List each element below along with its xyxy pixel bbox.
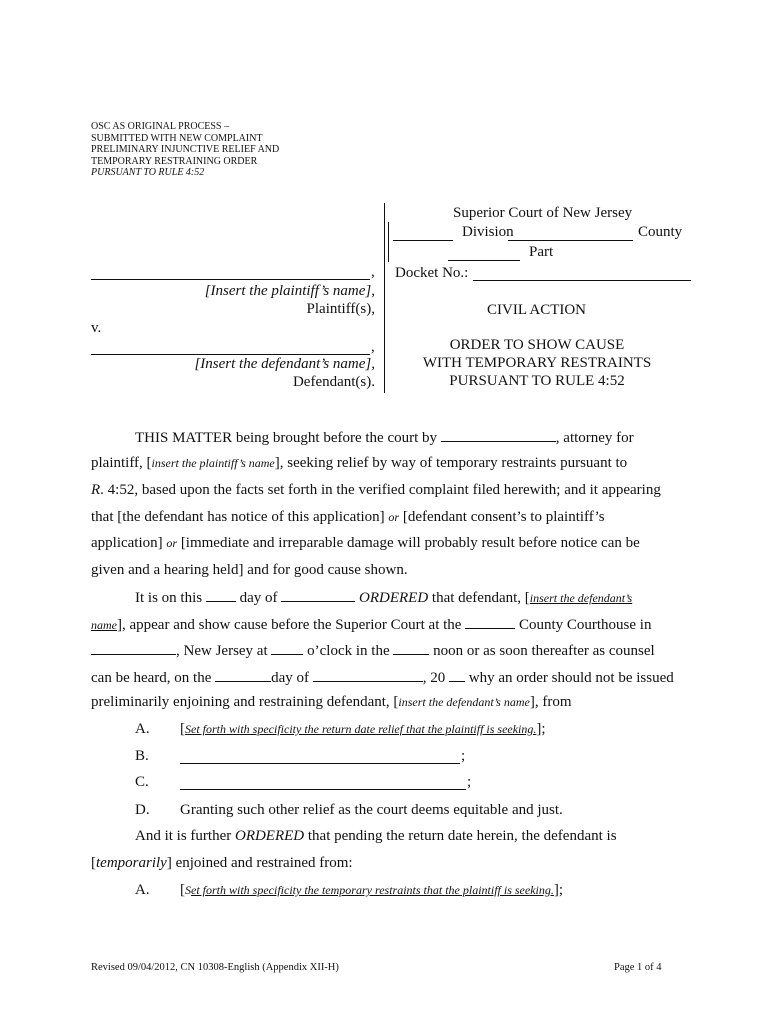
- defendant-name-placeholder: insert the defendant’s: [529, 591, 633, 605]
- court-name: Superior Court of New Jersey: [453, 205, 633, 221]
- text: County Courthouse in: [518, 617, 652, 633]
- text: [: [180, 882, 185, 898]
- text: [immediate and irreparable damage will probably result before notice can be: [180, 535, 640, 551]
- plaintiff-name-line: [91, 279, 370, 280]
- order-title-2: WITH TEMPORARY RESTRAINTS: [422, 355, 652, 371]
- item-c-semicolon: ;: [467, 774, 472, 790]
- text: ORDERED: [234, 828, 305, 844]
- paragraph-2-line: [91, 641, 655, 660]
- item-a-label: A.: [135, 721, 150, 737]
- item-a: [180, 721, 546, 738]
- return-day-blank: [215, 668, 271, 682]
- text: temporarily: [96, 855, 167, 871]
- item-b-blank: [180, 763, 460, 764]
- text: or: [388, 510, 400, 524]
- text: ];: [553, 882, 564, 898]
- order-title-1: ORDER TO SHOW CAUSE: [449, 337, 625, 353]
- defendant-placeholder: [Insert the defendant’s name],: [194, 356, 375, 372]
- paragraph-1-line: [91, 509, 605, 526]
- text: application]: [91, 535, 163, 551]
- part-blank: [448, 260, 520, 261]
- division-blank: [393, 240, 453, 241]
- plaintiff-label: Plaintiff(s),: [306, 301, 375, 317]
- defendant-label: Defendant(s).: [292, 374, 375, 390]
- paragraph-1-line: [91, 455, 627, 472]
- defendant-name-placeholder: insert the defendant’s name: [398, 695, 530, 709]
- county-blank: [508, 240, 633, 241]
- text: ], from: [529, 694, 572, 710]
- header-line: SUBMITTED WITH NEW COMPLAINT: [91, 132, 263, 144]
- division-label: Division: [462, 224, 514, 240]
- year-blank: [449, 668, 465, 682]
- text: [: [180, 721, 185, 737]
- text: R: [91, 482, 101, 498]
- text: S: [185, 883, 191, 897]
- city-blank: [91, 641, 176, 655]
- footer-page-number: Page 1 of 4: [614, 962, 662, 973]
- item-c-blank: [180, 789, 466, 790]
- temporary-restraints-placeholder: et forth with specificity the temporary restraints that the plaintiff is seeking.: [191, 883, 554, 897]
- paragraph-2-line: [91, 668, 674, 687]
- text: ];: [536, 721, 546, 737]
- text: day of: [271, 670, 310, 686]
- text: , 20: [422, 670, 446, 686]
- versus: v.: [91, 320, 102, 336]
- text: . 4:52, based upon the facts set forth in the verified complaint filed herewith; and it appearing: [100, 482, 661, 498]
- item-b-label: B.: [135, 748, 149, 764]
- ante-post-blank: [393, 641, 429, 655]
- paragraph-1-line: [91, 535, 640, 552]
- text: o’clock in the: [307, 643, 390, 659]
- paragraph-3-line: [91, 855, 353, 872]
- header-line: OSC AS ORIGINAL PROCESS –: [91, 121, 229, 132]
- docket-blank: [473, 280, 691, 281]
- docket-label: Docket No.:: [395, 265, 469, 281]
- text: that pending the return date herein, the defendant is: [307, 828, 617, 844]
- text: or: [166, 536, 178, 550]
- item-d-label: D.: [135, 802, 150, 818]
- return-month-blank: [313, 668, 423, 682]
- month-blank: [281, 588, 355, 602]
- paragraph-1-line: [91, 482, 661, 499]
- paragraph-1-line: given and a hearing held] and for good cause shown.: [91, 562, 408, 578]
- part-label: Part: [529, 244, 554, 260]
- paragraph-1-line: [135, 428, 634, 447]
- text: noon or as soon thereafter as counsel: [433, 643, 655, 659]
- paragraph-2-line: [91, 615, 651, 634]
- caption-comma: ,: [371, 264, 375, 280]
- order-title-3: PURSUANT TO RULE 4:52: [449, 373, 625, 389]
- county-label: County: [638, 224, 683, 240]
- text: , attorney for: [555, 430, 634, 446]
- text: that [the defendant has notice of this application]: [91, 509, 385, 525]
- attorney-blank: [441, 428, 556, 442]
- paragraph-2-line: [135, 588, 632, 607]
- civil-action: CIVIL ACTION: [487, 302, 587, 318]
- text: ], seeking relief by way of temporary restraints pursuant to: [274, 455, 628, 471]
- day-blank: [206, 588, 236, 602]
- text: name: [91, 618, 117, 632]
- text: why an order should not be issued: [468, 670, 674, 686]
- text: plaintiff, [: [91, 455, 152, 471]
- text: that defendant,: [431, 590, 522, 606]
- caption-divider: [384, 203, 385, 393]
- header-line: TEMPORARY RESTRAINING ORDER: [91, 155, 258, 167]
- text: And it is further: [135, 828, 232, 844]
- item-c-label: C.: [135, 774, 149, 790]
- plaintiff-name-placeholder: insert the plaintiff’s name: [151, 456, 275, 470]
- footer-revision: Revised 09/04/2012, CN 10308-English (Appendix XII-H): [91, 962, 339, 973]
- time-blank: [271, 641, 303, 655]
- item-d-text: Granting such other relief as the court deems equitable and just.: [180, 802, 563, 818]
- paragraph-3-line: [135, 828, 617, 845]
- caption-divider-inner: [388, 222, 389, 262]
- text: [: [91, 855, 96, 871]
- text: It is on this: [135, 590, 203, 606]
- plaintiff-placeholder: [Insert the plaintiff’s name],: [204, 283, 375, 299]
- item2-a: [180, 882, 563, 899]
- text: day of: [239, 590, 278, 606]
- return-relief-placeholder: Set forth with specificity the return date relief that the plaintiff is seeking.: [185, 722, 537, 736]
- header-line: PRELIMINARY INJUNCTIVE RELIEF AND: [91, 144, 280, 155]
- defendant-name-line: [91, 354, 370, 355]
- text: ORDERED: [359, 590, 429, 606]
- text: [defendant consent’s to plaintiff’s: [402, 509, 605, 525]
- item-b-semicolon: ;: [461, 748, 466, 764]
- text: can be heard, on the: [91, 670, 212, 686]
- text: [: [524, 590, 530, 606]
- caption-comma: ,: [371, 339, 375, 355]
- text: , New Jersey at: [176, 643, 268, 659]
- text: ], appear and show cause before the Superior Court at the: [117, 617, 462, 633]
- document-header: [91, 121, 279, 179]
- text: ] enjoined and restrained from:: [166, 855, 353, 871]
- county-courthouse-blank: [465, 615, 515, 629]
- item2-a-label: A.: [135, 882, 150, 898]
- text: THIS MATTER being brought before the court by: [135, 430, 438, 446]
- paragraph-2-line: [91, 694, 572, 711]
- text: preliminarily enjoining and restraining defendant, [: [91, 694, 399, 710]
- header-line: PURSUANT TO RULE 4:52: [91, 167, 205, 178]
